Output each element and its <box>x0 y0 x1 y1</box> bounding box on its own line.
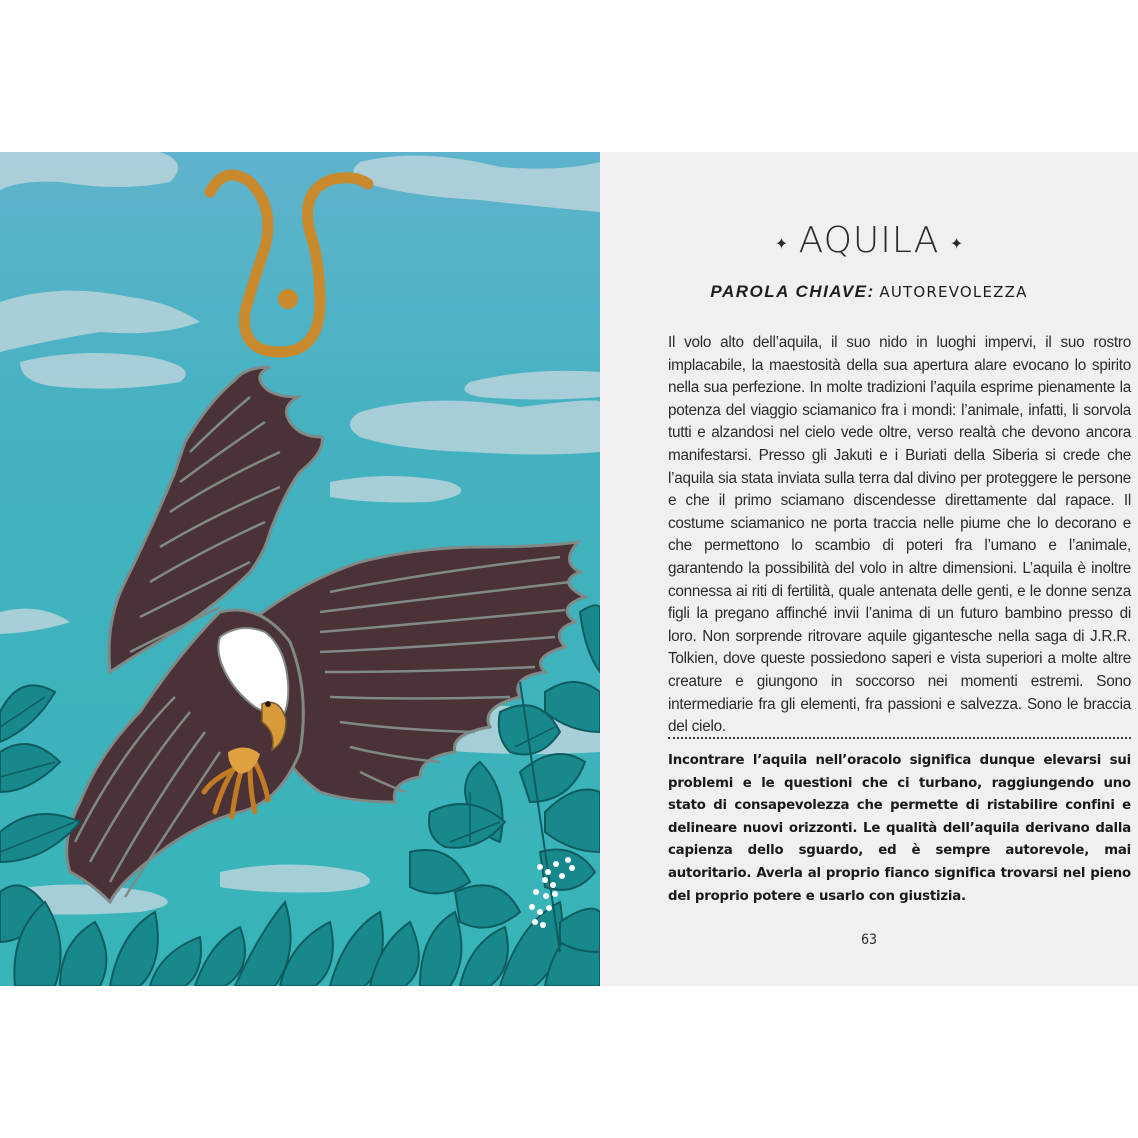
keyword-separator: : <box>867 282 875 301</box>
glyph-dot <box>278 289 298 309</box>
keyword-value: AUTOREVOLEZZA <box>879 283 1028 301</box>
dotted-divider <box>668 737 1131 739</box>
keyword-row <box>600 282 1138 302</box>
body-paragraph-block <box>668 332 1131 739</box>
star-ornament-icon: ✦ <box>774 234 789 254</box>
eagle-illustration <box>0 152 600 986</box>
oracle-paragraph-block <box>668 750 1131 908</box>
oracle-paragraph: Incontrare l’aquila nell’oracolo significa dunque elevarsi sui problemi e le questioni che ci turbano, raggiungendo uno stato di consapevolezza che permette di ristabilire confini e delineare nuovi orizzonti. Le qualità dell’aquila derivano dalla capienza dello sguardo, ed è sempre autorevole, mai autoritario. Averla al proprio fianco significa trovarsi nel pieno del proprio potere e usarlo con giustizia. <box>668 753 1131 904</box>
page-title: AQUILA <box>798 220 940 261</box>
page-number: 63 <box>860 932 878 948</box>
body-paragraph: Il volo alto dell’aquila, il suo nido in luoghi impervi, il suo rostro implacabile, la maestosità della sua apertura alare evocano lo spirito nella sua perfezione. In molte tradizioni l’aquila esprime pienamente la potenza del viaggio sciamanico fra i mondi: l’animale, infatti, li sorvola tutti e alzandosi nel cielo vede oltre, verso realtà che devono ancora manifestarsi. Presso gli Jakuti e i Buriati della Siberia si crede che l’aquila sia stata inviata sulla terra dal divino per proteggere le persone e che il primo sciamano discendesse direttamente dal rapace. Il costume sciamanico ne porta traccia nelle piume che lo decorano e che permettono lo scambio di poteri fra l’umano e l’animale, garantendo la possibilità del volo in altre dimensioni. L’aquila è inoltre connessa ai riti di fertilità, quale antenata delle genti, e le donne senza figli la pregano affinché invii l’anima di un futuro bambino presso di loro. Non sorprende ritrovare aquile gigantesche nella saga di J.R.R. Tolkien, dove queste possiedono saperi e vista superiori a molte altre creature e giungono in soccorso nei momenti estremi. Sono intermediarie fra gli elementi, fra passioni e salvezza. Sono le braccia del cielo. <box>668 334 1131 736</box>
text-page <box>600 152 1138 986</box>
book-spread <box>0 152 1138 986</box>
star-ornament-icon: ✦ <box>949 234 964 254</box>
title-row <box>600 220 1138 261</box>
keyword-label: PAROLA CHIAVE <box>710 282 868 301</box>
